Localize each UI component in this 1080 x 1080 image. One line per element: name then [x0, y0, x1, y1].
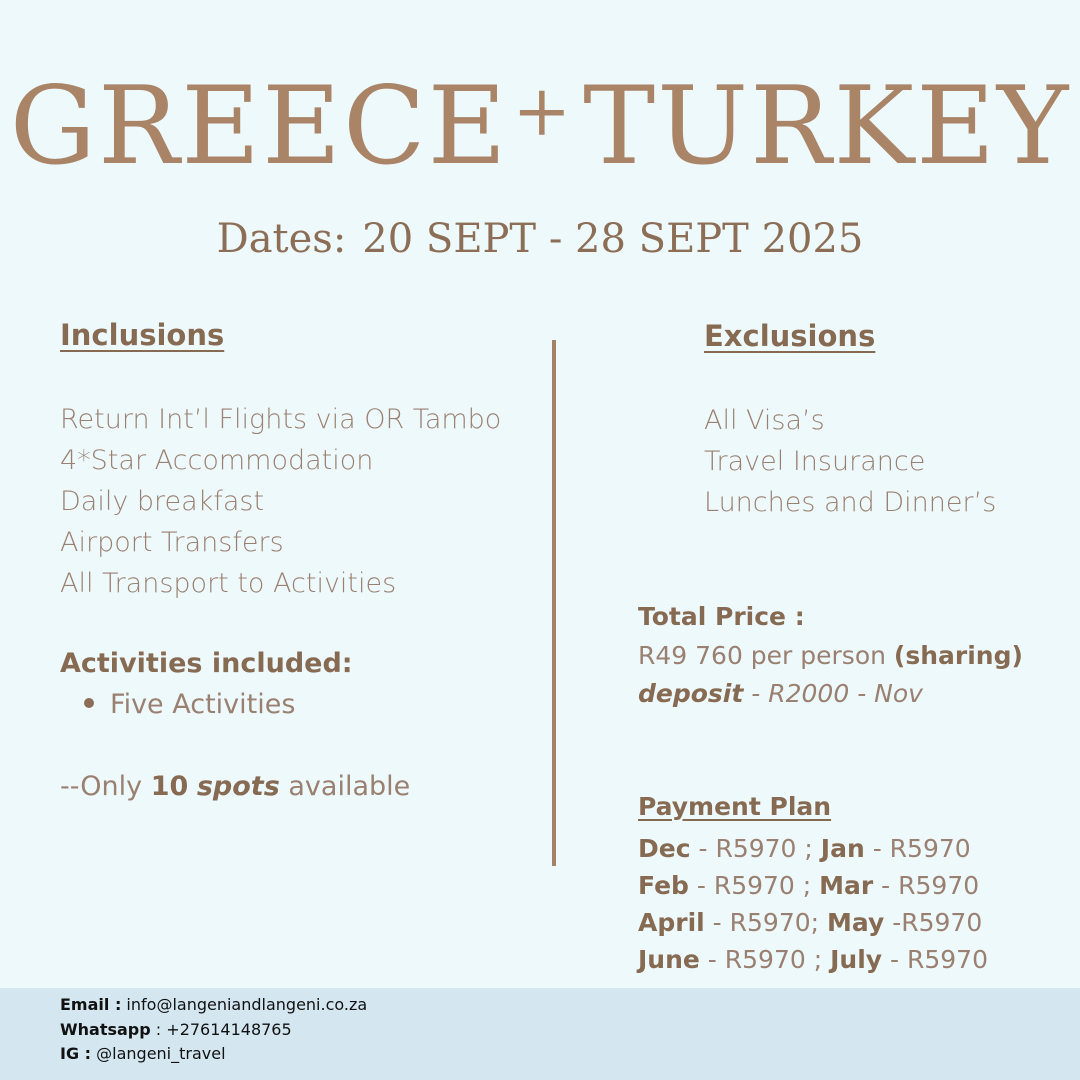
payment-row: [638, 904, 988, 941]
list-item: All Visa’s: [704, 405, 825, 436]
inclusions-heading: Inclusions: [60, 318, 225, 352]
title-greece: GREECE: [9, 64, 509, 189]
list-item: Return Int’l Flights via OR Tambo: [60, 404, 502, 435]
instagram-line[interactable]: [60, 1042, 367, 1067]
amount: - R5970 ;: [690, 834, 821, 863]
inclusions-list: [60, 399, 501, 604]
spots-count: 10: [150, 771, 189, 802]
payment-plan-list: [638, 830, 988, 978]
list-item: Lunches and Dinner’s: [704, 487, 997, 518]
payment-row: [638, 941, 988, 978]
month: Jan: [820, 834, 865, 863]
amount: -R5970: [884, 908, 983, 937]
ig-value: @langeni_travel: [91, 1044, 226, 1063]
dates-label: Dates:: [216, 216, 347, 262]
exclusions-heading: Exclusions: [704, 319, 876, 353]
payment-plan-heading: Payment Plan: [638, 792, 832, 821]
dates-value: 20 SEPT - 28 SEPT 2025: [362, 216, 864, 262]
bullet-icon: [84, 698, 94, 708]
list-item: All Transport to Activities: [60, 568, 397, 599]
list-item: Daily breakfast: [60, 486, 265, 517]
month: Dec: [638, 834, 691, 863]
activity-item: [84, 689, 295, 720]
price-amount: [638, 641, 1023, 670]
month: May: [827, 908, 885, 937]
amount: - R5970 ;: [688, 871, 820, 900]
activities-heading: Activities included:: [60, 648, 353, 679]
price-value: R49 760 per person: [638, 641, 886, 670]
whatsapp-value: : +27614148765: [150, 1019, 292, 1039]
list-item: Airport Transfers: [60, 527, 284, 558]
deposit-value: - R2000 - Nov: [751, 679, 923, 708]
list-item: 4*Star Accommodation: [60, 445, 374, 476]
exclusions-list: [704, 400, 996, 523]
ig-label: IG :: [60, 1044, 92, 1063]
month: Feb: [638, 871, 689, 900]
spots-notice: [60, 771, 410, 802]
title-turkey: TURKEY: [583, 64, 1071, 189]
amount: - R5970;: [704, 908, 827, 937]
column-divider: [552, 340, 556, 866]
whatsapp-line[interactable]: [60, 1018, 367, 1043]
email-value: info@langeniandlangeni.co.za: [121, 995, 368, 1014]
contact-footer: [0, 988, 1080, 1080]
page-title: [0, 62, 1080, 192]
email-label: Email :: [60, 995, 122, 1014]
trip-dates: [0, 216, 1080, 262]
payment-row: [638, 830, 988, 867]
spots-suffix: available: [288, 771, 411, 802]
payment-row: [638, 867, 988, 904]
amount: - R5970: [882, 945, 988, 974]
amount: - R5970: [864, 834, 971, 863]
spots-word: spots: [196, 771, 280, 802]
month: July: [830, 945, 883, 974]
list-item: Travel Insurance: [704, 446, 926, 477]
activity-label: Five Activities: [110, 689, 296, 720]
month: Mar: [819, 871, 874, 900]
whatsapp-label: Whatsapp: [60, 1019, 151, 1039]
amount: - R5970: [873, 871, 980, 900]
month: June: [638, 945, 700, 974]
amount: - R5970 ;: [699, 945, 831, 974]
price-sharing: (sharing): [893, 641, 1023, 670]
spots-prefix: --Only: [60, 771, 143, 802]
deposit-label: deposit: [638, 679, 744, 708]
email-line[interactable]: [60, 993, 367, 1018]
month: April: [638, 908, 705, 937]
title-plus: +: [512, 70, 574, 152]
total-price-label: Total Price :: [638, 602, 805, 631]
deposit-line: [638, 679, 923, 708]
